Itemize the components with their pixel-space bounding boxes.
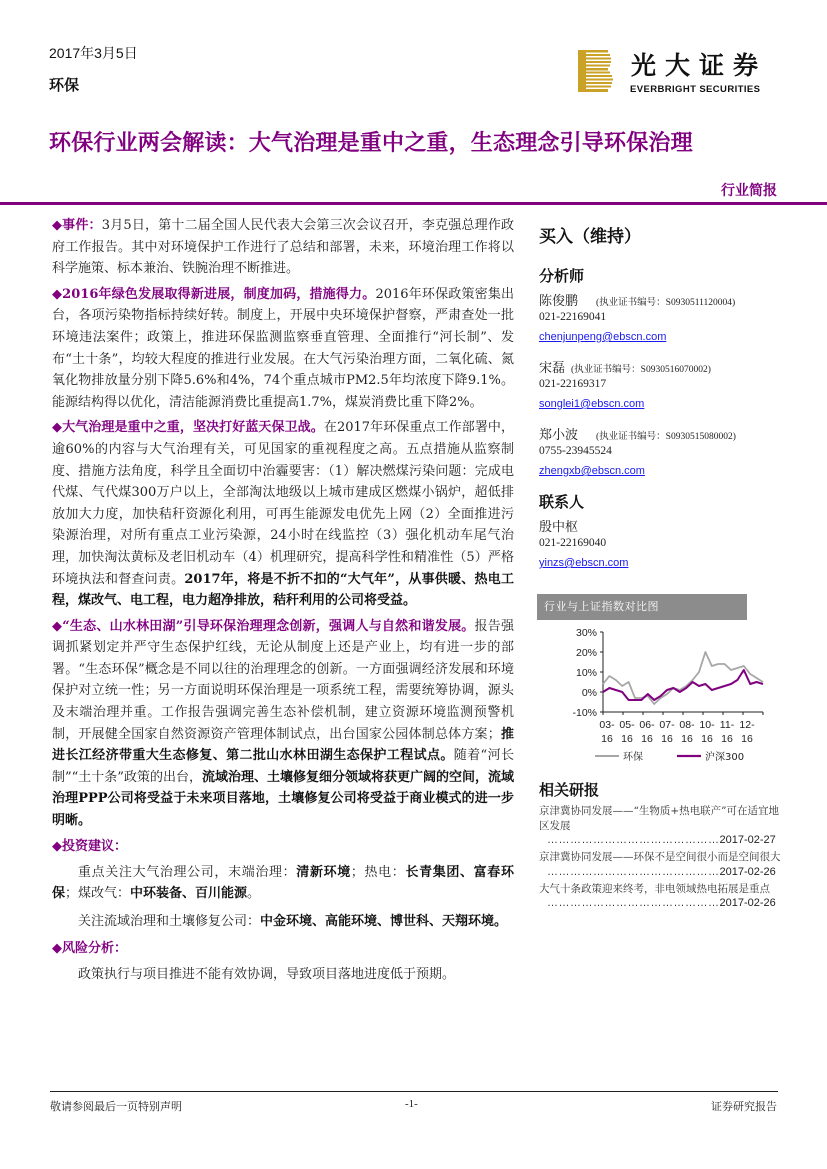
analyst-card	[539, 424, 784, 479]
related-heading: 相关研报	[539, 781, 600, 799]
related-report-date: 2017-02-26	[719, 897, 776, 909]
svg-text:10%: 10%	[575, 667, 597, 679]
air-governance-paragraph	[52, 417, 514, 611]
header-divider	[0, 202, 827, 205]
footer-divider	[50, 1091, 778, 1092]
analysts-heading: 分析师	[539, 267, 585, 285]
analyst-cert: (执业证书编号：S0930516070002)	[571, 365, 711, 375]
svg-text:-10%: -10%	[572, 707, 597, 719]
contact-phone: 021-22169040	[539, 537, 607, 549]
analyst-card	[539, 357, 784, 412]
svg-text:08-: 08-	[679, 719, 695, 731]
svg-text:10-: 10-	[699, 719, 715, 731]
ecology-text-1: 报告强调抓紧划定并严守生态保护红线，无论从制度上还是产业上，均有进一步的部署。“生态环保”概念是不同以往的治理理念的创新。一方面强调经济发展和环境保护对立统一性；另一方面说明环保治理是一项系统工程，需要统筹协调，源头及末端治理并重。工作报告强调完善生态补偿机制，建立资源环境监测预警机制，开展健全国家自然资源资产管理体制试点，出台国家公园体制总体方案；	[52, 618, 514, 742]
leader-dots: ………………………………………	[547, 834, 720, 846]
leader-dots: ………………………………………	[547, 865, 720, 878]
event-paragraph	[52, 215, 514, 280]
report-type: 行业简报	[721, 183, 777, 199]
invest-stock: 中环装备、百川能源	[130, 886, 248, 902]
related-report-date: 2017-02-27	[719, 834, 776, 846]
main-column	[52, 215, 514, 990]
risk-heading: ◆风险分析：	[52, 941, 127, 957]
line-chart	[537, 620, 785, 772]
invest-stock: 中金环境、高能环境、博世科、天翔环境。	[260, 913, 508, 929]
analyst-email-link[interactable]: zhengxb@ebscn.com	[539, 465, 645, 477]
investment-heading: ◆投资建议：	[52, 838, 127, 854]
analyst-phone: 0755-23945524	[539, 445, 612, 457]
svg-text:16: 16	[621, 733, 633, 745]
analyst-name: 宋磊	[539, 361, 566, 376]
svg-text:30%: 30%	[575, 627, 597, 639]
svg-text:沪深300: 沪深300	[705, 752, 745, 763]
air-governance-text: 在2017年环保重点工作部署中，逾60%的内容与大气治理有关，可见国家的重视程度之高。五点措施从监察制度、措施方法角度，科学且全面切中治霾要害：（1）解决燃煤污染问题：完成电代煤、气代煤300万户以上，全部淘汰地级以上城市建成区燃煤小锅炉，超低排放加大力度，加快秸秆资源化利用，可再生能源发电优先上网（2）全面推进污染源治理，对所有重点工业污染源，24小时在线监控（3）强化机动车尾气治理，加快淘汰黄标及老旧机动车（4）机理研究，提高科学性和精准性（5）严格环境执法和督查问责。	[52, 420, 515, 587]
event-heading: ◆事件：	[52, 218, 102, 233]
invest-text: ；热电：	[350, 864, 406, 880]
air-governance-heading: ◆大气治理是重中之重，坚决打好蓝天保卫战。	[52, 420, 324, 436]
invest-text: 。	[247, 886, 261, 902]
footer-disclaimer: 敬请参阅最后一页特别声明	[50, 1100, 182, 1113]
svg-text:0%: 0%	[581, 687, 597, 699]
invest-stock: 清新环境	[296, 864, 351, 880]
svg-text:11-: 11-	[719, 719, 735, 731]
related-report-title[interactable]: 京津冀协同发展——“生物质+热电联产”可在适宜地区发展	[539, 805, 780, 832]
svg-text:05-: 05-	[619, 719, 635, 731]
contact-heading: 联系人	[539, 493, 585, 511]
chart-title: 行业与上证指数对比图	[537, 594, 747, 620]
sidebar	[539, 222, 784, 583]
svg-text:20%: 20%	[575, 647, 597, 659]
analyst-name: 陈俊鹏	[539, 294, 579, 309]
progress-paragraph	[52, 284, 514, 414]
risk-text: 政策执行与项目推进不能有效协调，导致项目落地进度低于预期。	[78, 967, 456, 983]
analyst-email-link[interactable]: songlei1@ebscn.com	[539, 398, 645, 410]
svg-text:06-: 06-	[639, 719, 655, 731]
related-report-item[interactable]	[539, 804, 784, 848]
svg-text:16: 16	[681, 733, 693, 745]
contact-email-link[interactable]: yinzs@ebscn.com	[539, 557, 629, 569]
analyst-email-link[interactable]: chenjunpeng@ebscn.com	[539, 331, 667, 343]
svg-text:16: 16	[701, 733, 713, 745]
invest-text: 重点关注大气治理公司，末端治理：	[78, 864, 297, 880]
svg-text:16: 16	[741, 733, 753, 745]
investment-line-1	[52, 862, 514, 905]
svg-text:16: 16	[641, 733, 653, 745]
invest-stock: 长青集团、富春环保	[52, 864, 514, 902]
progress-text: 2016年环保政策密集出台，各项污染物指标持续好转。制度上，开展中央环境保护督察，严肃查处一批环境违法案件；政策上，推进环保监测监察垂直管理、全面推行“河长制”、发布“土十条”，均较大程度的推进行业发展。在大气污染治理方面，二氧化硫、氮氧化物排放量分别下降5.6%和4%，74个重点城市PM2.5年均浓度下降9.1%。能源结构得以优化，清洁能源消费比重提高1.7%，煤炭消费比重下降2%。	[52, 286, 514, 410]
event-text: 3月5日，第十二届全国人民代表大会第三次会议召开，李克强总理作政府工作报告。其中对环境保护工作进行了总结和部署，未来，环境治理工作将以科学施策、标本兼治、铁腕治理不断推进。	[52, 218, 515, 277]
analyst-name: 郑小波	[539, 428, 579, 443]
ecology-bold-1: 推进长江经济带重大生态修复、第二批山水林田湖生态保护工程试点。	[52, 726, 514, 764]
ecology-text-2: 随着“河长制”“土十条”政策的出台，	[52, 748, 514, 785]
svg-text:03-: 03-	[599, 719, 615, 731]
contact-card	[539, 516, 784, 571]
ecology-paragraph	[52, 616, 514, 832]
report-title: 环保行业两会解读：大气治理是重中之重，生态理念引导环保治理	[49, 131, 693, 156]
footer-report-label: 证券研究报告	[711, 1100, 777, 1113]
contact-name: 殷中枢	[539, 520, 579, 535]
svg-text:16: 16	[661, 733, 673, 745]
analyst-phone: 021-22169041	[539, 311, 607, 323]
sector-label: 环保	[49, 76, 80, 94]
air-governance-conclusion: 2017年，将是不折不扣的“大气年”，从事供暖、热电工程，煤改气、电工程，电力超净排放，秸秆利用的公司将受益。	[52, 571, 514, 609]
invest-text: ；煤改气：	[65, 886, 131, 902]
ecology-bold-2: 流域治理、土壤修复细分领域将获更广阔的空间，流域治理PPP公司将受益于未来项目落地，土壤修复公司将受益于商业模式的进一步明晰。	[52, 769, 514, 829]
company-logo	[578, 50, 778, 96]
svg-text:07-: 07-	[659, 719, 675, 731]
analyst-phone: 021-22169317	[539, 378, 607, 390]
related-report-title[interactable]: 京津冀协同发展——环保不是空间很小而是空间很大	[539, 851, 781, 863]
report-date: 2017年3月5日	[49, 45, 138, 61]
svg-text:16: 16	[721, 733, 733, 745]
rating: 买入（维持）	[539, 227, 641, 247]
invest-text: 关注流域治理和土壤修复公司：	[78, 913, 261, 929]
related-reports	[539, 779, 784, 913]
logo-chinese-name: 光大证券	[631, 51, 768, 80]
comparison-chart	[537, 594, 785, 772]
related-report-item[interactable]	[539, 850, 784, 880]
logo-english-name: EVERBRIGHT SECURITIES	[630, 84, 761, 95]
analyst-cert: (执业证书编号：S0930511120004)	[596, 298, 736, 308]
everbright-logo-icon	[578, 50, 614, 92]
related-report-item[interactable]	[539, 882, 784, 912]
svg-text:16: 16	[601, 733, 613, 745]
investment-line-2	[52, 911, 514, 933]
analyst-card	[539, 290, 784, 345]
svg-text:12-: 12-	[739, 719, 755, 731]
progress-heading: ◆2016年绿色发展取得新进展，制度加码，措施得力。	[52, 286, 376, 302]
related-report-title[interactable]: 大气十条政策迎来终考，非电领域热电拓展是重点	[539, 882, 770, 895]
page-number: -1-	[405, 1098, 418, 1110]
related-report-date: 2017-02-26	[719, 865, 776, 878]
svg-text:环保: 环保	[623, 752, 643, 763]
ecology-heading: ◆“生态、山水林田湖”引导环保治理理念创新，强调人与自然和谐发展。	[52, 618, 475, 634]
analyst-cert: (执业证书编号：S0930515080002)	[596, 432, 736, 442]
leader-dots: ………………………………………	[547, 897, 720, 909]
